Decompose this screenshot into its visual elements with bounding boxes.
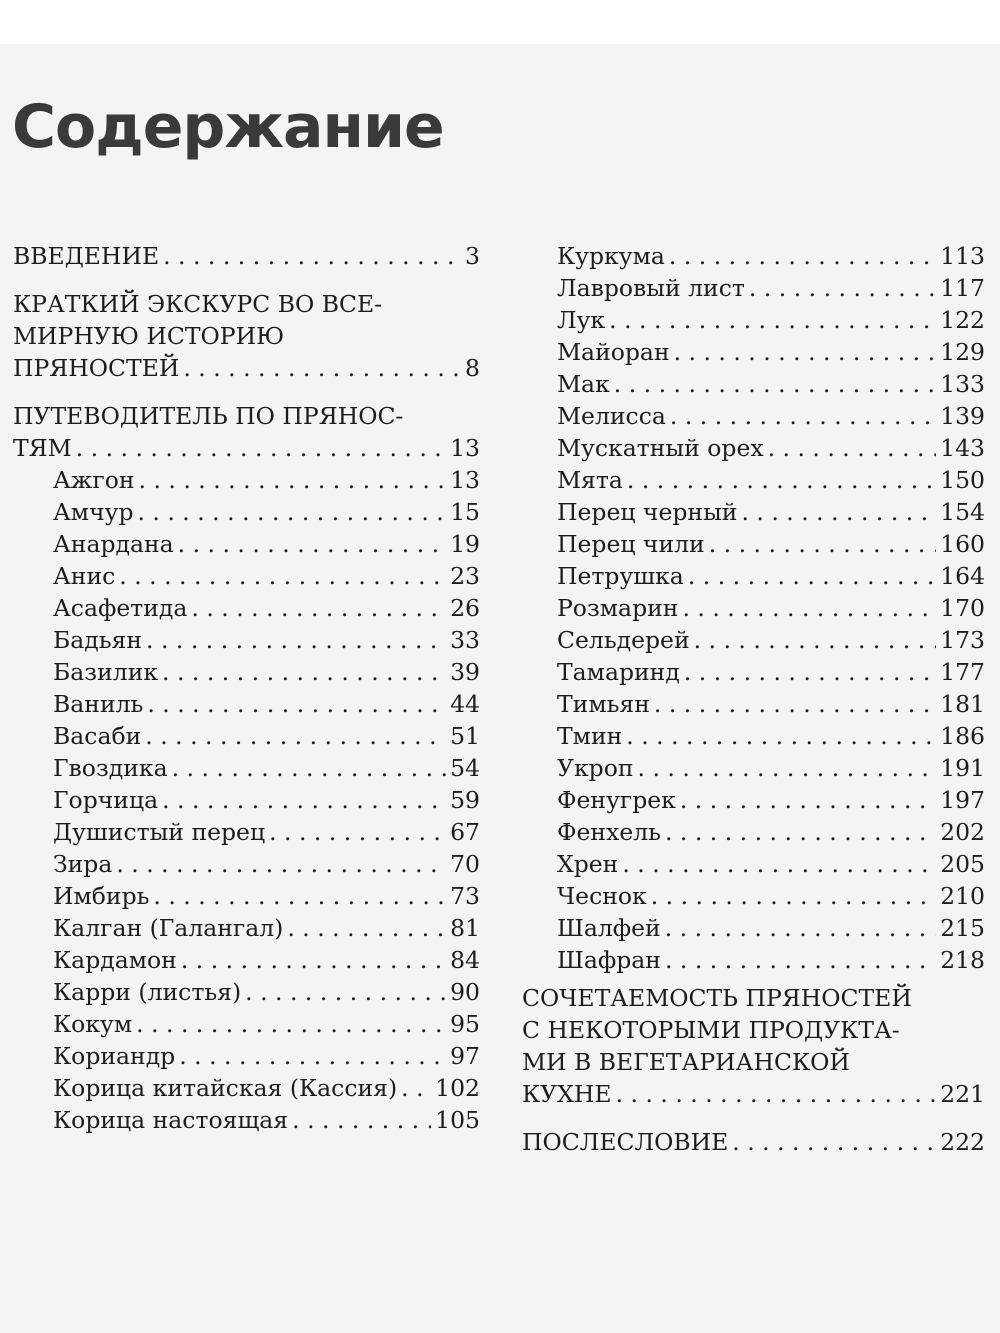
toc-section-afterword	[522, 1126, 985, 1158]
toc-entry-label: Бадьян	[53, 626, 143, 654]
dot-leader	[163, 240, 461, 272]
toc-entry-page: 70	[450, 850, 480, 878]
toc-entry	[522, 1078, 985, 1110]
toc-entry-page: 105	[435, 1106, 480, 1134]
toc-entry-page: 113	[940, 242, 985, 270]
page-title: Содержание	[12, 92, 444, 162]
toc-entry	[13, 432, 480, 464]
toc-entry-page: 222	[940, 1128, 985, 1156]
toc-entry	[557, 368, 985, 400]
toc-entry-label: Асафетида	[53, 594, 188, 622]
toc-entry-label: Мускатный орех	[557, 434, 764, 462]
dot-leader	[146, 624, 446, 656]
toc-entry	[13, 1008, 480, 1040]
toc-entry	[13, 944, 480, 976]
toc-entry	[557, 624, 985, 656]
toc-entry-page: 51	[450, 722, 480, 750]
toc-entry-page: 197	[940, 786, 985, 814]
toc-entry-page: 139	[940, 402, 985, 430]
toc-entry	[13, 592, 480, 624]
toc-entry	[557, 656, 985, 688]
toc-entry-label: Мак	[557, 370, 610, 398]
dot-leader	[162, 656, 446, 688]
toc-entry	[13, 816, 480, 848]
toc-entry	[13, 1104, 480, 1136]
toc-entry-label: Шафран	[557, 946, 661, 974]
dot-leader	[627, 464, 936, 496]
toc-entry	[557, 560, 985, 592]
toc-entry-page: 8	[465, 354, 480, 382]
dot-leader	[76, 432, 446, 464]
dot-leader	[137, 496, 446, 528]
toc-heading-line: ПУТЕВОДИТЕЛЬ ПО ПРЯНОС-	[13, 402, 404, 430]
toc-entry-label: Шалфей	[557, 914, 661, 942]
dot-leader	[181, 944, 446, 976]
toc-section-intro	[13, 240, 480, 272]
toc-entry-label: Базилик	[53, 658, 159, 686]
dot-leader	[614, 368, 936, 400]
toc-heading-line: МИРНУЮ ИСТОРИЮ	[13, 322, 285, 350]
toc-entry-label: Гвоздика	[53, 754, 168, 782]
toc-entry-label: Калган (Галангал)	[53, 914, 284, 942]
toc-entry-page: 26	[450, 594, 480, 622]
dot-leader	[401, 1072, 431, 1104]
toc-entry-label: Кориандр	[53, 1042, 176, 1070]
toc-entry-label: Анис	[53, 562, 116, 590]
dot-leader	[709, 528, 936, 560]
toc-entry	[557, 432, 985, 464]
dot-leader	[682, 592, 936, 624]
toc-entry-label: Петрушка	[557, 562, 684, 590]
dot-leader	[669, 240, 936, 272]
toc-entry-page: 129	[940, 338, 985, 366]
dot-leader	[145, 720, 446, 752]
toc-entry	[13, 912, 480, 944]
toc-entry-page: 19	[450, 530, 480, 558]
dot-leader	[172, 752, 447, 784]
toc-entry	[557, 816, 985, 848]
dot-leader	[688, 560, 936, 592]
toc-entry-label: Зира	[53, 850, 113, 878]
dot-leader	[694, 624, 937, 656]
toc-entry	[557, 720, 985, 752]
toc-right-column	[557, 240, 985, 976]
toc-entry-label: Анардана	[53, 530, 174, 558]
toc-entry-label: Кокум	[53, 1010, 133, 1038]
toc-entry-page: 3	[465, 242, 480, 270]
toc-entry-page: 177	[940, 658, 985, 686]
dot-leader	[616, 1078, 937, 1110]
toc-entry	[13, 688, 480, 720]
dot-leader	[638, 752, 937, 784]
toc-entry	[557, 944, 985, 976]
toc-entry-page: 170	[940, 594, 985, 622]
toc-entry	[13, 784, 480, 816]
toc-entry-label: Лавровый лист	[557, 274, 745, 302]
dot-leader	[768, 432, 937, 464]
toc-entry-label: Душистый перец	[53, 818, 266, 846]
toc-entry-page: 39	[450, 658, 480, 686]
toc-entry-page: 95	[450, 1010, 480, 1038]
toc-entry	[557, 496, 985, 528]
toc-entry-page: 202	[940, 818, 985, 846]
toc-entry	[13, 528, 480, 560]
toc-entry	[13, 560, 480, 592]
toc-entry	[557, 784, 985, 816]
toc-heading-line: С НЕКОТОРЫМИ ПРОДУКТА-	[522, 1016, 900, 1044]
toc-entry-label: Ваниль	[53, 690, 144, 718]
dot-leader	[245, 976, 446, 1008]
toc-entry-page: 173	[940, 626, 985, 654]
toc-entry	[557, 688, 985, 720]
dot-leader	[147, 688, 446, 720]
dot-leader	[680, 784, 936, 816]
dot-leader	[292, 1104, 431, 1136]
toc-entry-label: Фенхель	[557, 818, 661, 846]
toc-entry	[13, 240, 480, 272]
toc-entry-label: Мята	[557, 466, 623, 494]
toc-entry	[557, 912, 985, 944]
toc-entry-page: 221	[940, 1080, 985, 1108]
toc-entry-page: 15	[450, 498, 480, 526]
dot-leader	[626, 720, 936, 752]
toc-entry	[13, 880, 480, 912]
toc-entry-page: 191	[940, 754, 985, 782]
toc-left-column	[13, 240, 480, 1136]
toc-entry-page: 67	[450, 818, 480, 846]
toc-section-guide	[13, 400, 480, 1136]
toc-entry-label: Корица китайская (Кассия)	[53, 1074, 398, 1102]
dot-leader	[670, 400, 936, 432]
toc-entry-label: Тмин	[557, 722, 623, 750]
dot-leader	[191, 592, 446, 624]
toc-entry-page: 186	[940, 722, 985, 750]
toc-entry-page: 44	[450, 690, 480, 718]
toc-entry	[557, 400, 985, 432]
toc-entry-page: 164	[940, 562, 985, 590]
toc-subentries	[13, 464, 480, 1136]
toc-entry-label: ПРЯНОСТЕЙ	[13, 354, 180, 382]
dot-leader	[665, 944, 936, 976]
toc-entry-page: 33	[450, 626, 480, 654]
toc-entry-label: Горчица	[53, 786, 159, 814]
toc-entry-label: КУХНЕ	[522, 1080, 612, 1108]
toc-entry	[557, 880, 985, 912]
toc-entry-label: Кардамон	[53, 946, 177, 974]
toc-entry-label: Розмарин	[557, 594, 679, 622]
toc-entry-page: 205	[940, 850, 985, 878]
toc-entry-page: 215	[940, 914, 985, 942]
toc-entry-page: 23	[450, 562, 480, 590]
toc-entry-label: ПОСЛЕСЛОВИЕ	[522, 1128, 729, 1156]
toc-entry-page: 181	[940, 690, 985, 718]
toc-entry-page: 54	[450, 754, 480, 782]
toc-entry	[13, 464, 480, 496]
dot-leader	[136, 1008, 446, 1040]
toc-entry-label: Укроп	[557, 754, 634, 782]
toc-entry	[522, 1126, 985, 1158]
toc-entry	[557, 528, 985, 560]
toc-entry-label: Амчур	[53, 498, 134, 526]
dot-leader	[749, 272, 936, 304]
toc-entry-label: Тимьян	[557, 690, 650, 718]
dot-leader	[665, 912, 936, 944]
toc-entry	[557, 752, 985, 784]
toc-entry	[557, 848, 985, 880]
toc-entry-page: 84	[450, 946, 480, 974]
toc-entry-page: 122	[940, 306, 985, 334]
dot-leader	[684, 656, 936, 688]
toc-entry-label: Тамаринд	[557, 658, 680, 686]
toc-section-excursus	[13, 288, 480, 384]
toc-entry-label: Перец чили	[557, 530, 705, 558]
toc-entry-page: 143	[940, 434, 985, 462]
toc-entry-label: Васаби	[53, 722, 142, 750]
dot-leader	[674, 336, 937, 368]
dot-leader	[269, 816, 446, 848]
dot-leader	[732, 1126, 936, 1158]
toc-entry	[13, 352, 480, 384]
toc-entry-page: 13	[450, 434, 480, 462]
dot-leader	[119, 560, 446, 592]
toc-entry-label: Куркума	[557, 242, 665, 270]
dot-leader	[651, 880, 936, 912]
toc-right-column-bottom	[522, 982, 985, 1158]
toc-entry	[13, 848, 480, 880]
toc-entry-page: 13	[450, 466, 480, 494]
toc-section-combination	[522, 982, 985, 1110]
toc-entry-page: 97	[450, 1042, 480, 1070]
dot-leader	[179, 1040, 446, 1072]
dot-leader	[183, 352, 461, 384]
toc-entry-page: 218	[940, 946, 985, 974]
dot-leader	[654, 688, 936, 720]
toc-entry	[13, 624, 480, 656]
toc-entry-label: Чеснок	[557, 882, 647, 910]
toc-entry-page: 102	[435, 1074, 480, 1102]
toc-entry	[557, 240, 985, 272]
toc-entry-label: ВВЕДЕНИЕ	[13, 242, 160, 270]
toc-heading-line: МИ В ВЕГЕТАРИАНСКОЙ	[522, 1048, 850, 1076]
toc-entry-page: 150	[940, 466, 985, 494]
dot-leader	[178, 528, 446, 560]
toc-entry-page: 59	[450, 786, 480, 814]
toc-entry-page: 210	[940, 882, 985, 910]
toc-entry-label: Фенугрек	[557, 786, 676, 814]
toc-entry-label: Сельдерей	[557, 626, 690, 654]
toc-entry-label: Хрен	[557, 850, 619, 878]
toc-heading-line: КРАТКИЙ ЭКСКУРС ВО ВСЕ-	[13, 290, 383, 318]
toc-entry	[13, 752, 480, 784]
toc-entry-label: Имбирь	[53, 882, 150, 910]
dot-leader	[139, 464, 447, 496]
toc-entry-label: ТЯМ	[13, 434, 72, 462]
toc-entry-label: Лук	[557, 306, 606, 334]
dot-leader	[741, 496, 936, 528]
dot-leader	[162, 784, 446, 816]
dot-leader	[609, 304, 936, 336]
toc-entry-label: Перец черный	[557, 498, 738, 526]
dot-leader	[287, 912, 446, 944]
toc-entry	[13, 976, 480, 1008]
toc-entry-label: Карри (листья)	[53, 978, 242, 1006]
toc-entry	[13, 1040, 480, 1072]
toc-entry-page: 73	[450, 882, 480, 910]
toc-entry-page: 160	[940, 530, 985, 558]
toc-entry	[13, 1072, 480, 1104]
toc-entry	[13, 656, 480, 688]
toc-entry	[557, 272, 985, 304]
dot-leader	[116, 848, 446, 880]
toc-entry-label: Майоран	[557, 338, 670, 366]
toc-entry-label: Ажгон	[53, 466, 135, 494]
toc-entry	[557, 592, 985, 624]
dot-leader	[622, 848, 936, 880]
toc-entry-page: 133	[940, 370, 985, 398]
toc-entry	[557, 304, 985, 336]
toc-entry-page: 81	[450, 914, 480, 942]
toc-entry	[557, 464, 985, 496]
toc-entry-label: Мелисса	[557, 402, 666, 430]
dot-leader	[153, 880, 446, 912]
toc-entry-page: 90	[450, 978, 480, 1006]
toc-entry-page: 154	[940, 498, 985, 526]
dot-leader	[665, 816, 936, 848]
toc-entry	[13, 496, 480, 528]
toc-entry-page: 117	[940, 274, 985, 302]
toc-heading-line: СОЧЕТАЕМОСТЬ ПРЯНОСТЕЙ	[522, 984, 912, 1012]
toc-entry	[13, 720, 480, 752]
toc-entry-label: Корица настоящая	[53, 1106, 289, 1134]
toc-entry	[557, 336, 985, 368]
